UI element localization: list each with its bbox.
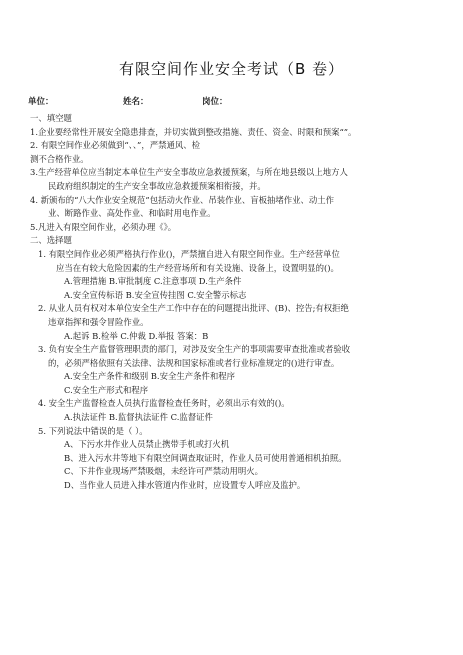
page-title: 有限空间作业安全考试（B 卷） — [118, 60, 345, 78]
text-line: 应当在有较大危险因素的生产经营场所和有关设施、设备上，设置明显的()。 — [56, 262, 339, 273]
exam-body — [30, 112, 440, 493]
text-line: 民政府组织制定的生产安全事故应急救援预案相衔接，并。 — [48, 180, 266, 191]
text-line: A.安全生产条件和级别 B.安全生产条件和程序 — [64, 371, 235, 382]
text-line: 业、断路作业、高处作业、和临时用电作业。 — [48, 208, 216, 219]
text-line: 测不合格作业。 — [30, 153, 89, 164]
text-line: D、当作业人员进入排水管道内作业时，应设置专人呼应及监护。 — [64, 480, 306, 491]
text-line: A.安全宣传标语 B.安全宣传挂图 C.安全警示标志 — [64, 289, 247, 300]
text-line: 3. 负有安全生产监督管理职责的部门，对涉及安全生产的事项需要审查批准或者验收 — [38, 344, 351, 355]
text-line: C.安全生产形式和程序 — [64, 384, 149, 395]
text-line: 4. 安全生产监督检查人员执行监督检查任务时，必须出示有效的()。 — [38, 398, 290, 409]
text-line: 1. 有限空间作业必须严格执行作业()，严禁擅自进入有限空间作业。生产经营单位 — [38, 248, 340, 259]
text-line: A、下污水井作业人员禁止携带手机或打火机 — [64, 439, 230, 450]
text-line: A.管理措施 B.审批制度 C.注意事项 D.生产条件 — [64, 276, 242, 287]
text-line: 一、填空题 — [30, 113, 72, 123]
text-line: 2. 有限空间作业必须做到“、、”，严禁通风、检 — [30, 140, 200, 151]
text-line: 违章指挥和强令冒险作业。 — [48, 316, 149, 327]
text-line: 5.凡进入有限空间作业，必须办理《》。 — [30, 221, 177, 232]
exam-info-row — [28, 95, 438, 107]
text-line: 4. 新颁布的“八大作业安全规范”包括动火作业、吊装作业、盲板抽堵作业、动土作 — [30, 194, 334, 205]
name-label: 姓名： — [122, 97, 149, 107]
text-line: 1.企业要经常性开展安全隐患排查，并切实做到整改措施、责任、资金、时限和预案“”。 — [30, 126, 357, 137]
text-line: C、下井作业现场严禁吸烟，未经许可严禁动用明火。 — [64, 466, 264, 477]
text-line: 的，必须严格依照有关法律、法规和国家标准或者行业标准规定的()进行审查。 — [48, 357, 340, 368]
text-line: A.执法证件 B.监督执法证件 C.监督证件 — [64, 412, 213, 423]
text-line: A.起诉 B.检举 C.仲裁 D.举报 答案：B — [64, 330, 209, 341]
unit-label: 单位： — [28, 97, 54, 107]
text-line: B、进入污水井等地下有限空间调查取证时，作业人员可使用普通相机拍照。 — [64, 452, 347, 463]
text-line: 3.生产经营单位应当制定本单位生产安全事故应急救援预案，与所在地县级以上地方人 — [30, 167, 348, 178]
text-line: 5. 下列说法中错误的是（ ）。 — [38, 425, 148, 436]
post-label: 岗位： — [201, 97, 228, 107]
text-line: 二、选择题 — [30, 235, 72, 246]
text-line: 2. 从业人员有权对本单位安全生产工作中存在的问题提出批评、(B)、控告;有权拒绝 — [38, 303, 349, 314]
